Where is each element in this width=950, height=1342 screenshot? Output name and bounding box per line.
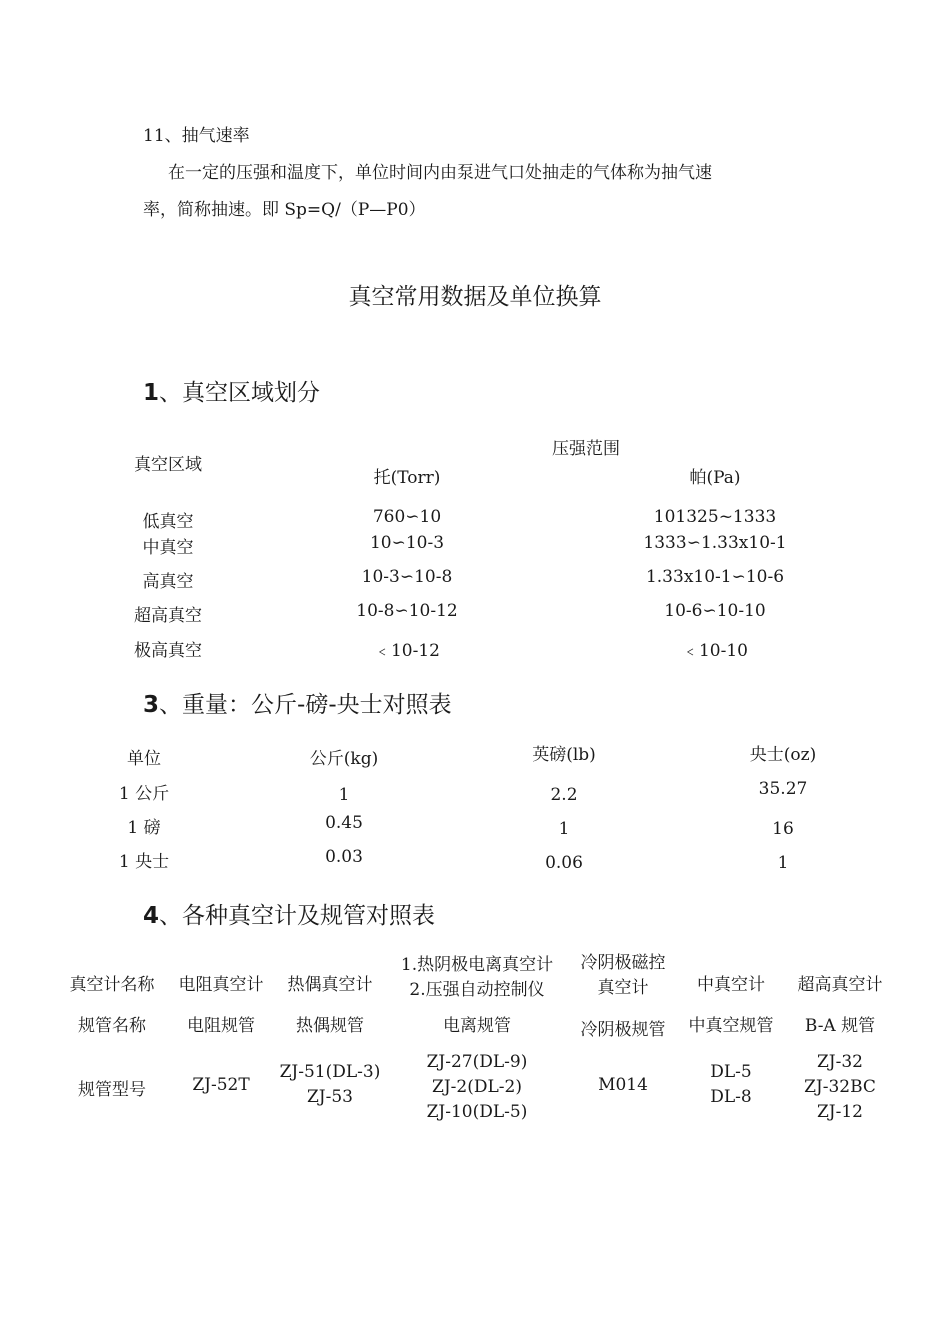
table-cell-unit: 1 央士 bbox=[118, 852, 170, 872]
table-cell: 超高真空计 bbox=[797, 975, 883, 995]
table-cell: 冷阴极规管 bbox=[580, 1020, 666, 1040]
table-cell-kg: 0.45 bbox=[325, 813, 363, 833]
col-header-pa: 帕(Pa) bbox=[689, 468, 741, 488]
row-label-gauge-name: 真空计名称 bbox=[69, 975, 155, 995]
table-cell-multiline bbox=[427, 1050, 528, 1125]
table-cell-lb: 0.06 bbox=[545, 853, 583, 873]
vacuum-section-number: 1 bbox=[143, 380, 160, 406]
table-cell: 电离规管 bbox=[443, 1016, 511, 1036]
page-title: 真空常用数据及单位换算 bbox=[348, 284, 602, 310]
cell-line: ZJ-27(DL-9) bbox=[426, 1052, 528, 1072]
gauge-section-title: 、各种真空计及规管对照表 bbox=[159, 903, 436, 929]
table-cell-pa: 1.33x10-1∽10-6 bbox=[645, 567, 785, 587]
section-11-paragraph-line1: 在一定的压强和温度下，单位时间内由泵进气口处抽走的气体称为抽气速 bbox=[168, 163, 712, 183]
table-cell: 热偶真空计 bbox=[287, 975, 373, 995]
cell-line: 2.压强自动控制仪 bbox=[409, 980, 545, 1000]
col-header-torr: 托(Torr) bbox=[373, 468, 441, 488]
table-cell-multiline bbox=[804, 1050, 876, 1125]
col-header-oz: 央士(oz) bbox=[749, 745, 817, 765]
table-cell: 电阻规管 bbox=[187, 1016, 255, 1036]
table-cell-pa: ﹤10-10 bbox=[681, 641, 749, 661]
table-cell-kg: 1 bbox=[338, 785, 350, 805]
table-cell-region: 超高真空 bbox=[134, 606, 202, 626]
section-11-paragraph-line2: 率，简称抽速。即 Sp=Q/（P—P0） bbox=[143, 200, 426, 220]
cell-line: ZJ-51(DL-3) bbox=[279, 1062, 381, 1082]
table-cell-region: 极高真空 bbox=[134, 641, 202, 661]
table-cell: ZJ-52T bbox=[192, 1075, 250, 1095]
row-label-tube-name: 规管名称 bbox=[78, 1016, 146, 1036]
table-cell: B-A 规管 bbox=[804, 1016, 876, 1036]
section-11-heading: 11、抽气速率 bbox=[143, 126, 250, 146]
table-cell-oz: 1 bbox=[777, 853, 789, 873]
col-header-unit: 单位 bbox=[127, 749, 161, 769]
cell-line: ZJ-2(DL-2) bbox=[432, 1077, 522, 1097]
table-cell-region: 中真空 bbox=[142, 538, 194, 558]
table-cell-multiline bbox=[710, 1060, 751, 1110]
table-cell-unit: 1 公斤 bbox=[118, 784, 170, 804]
table-cell-pa: 101325~1333 bbox=[653, 507, 777, 527]
weight-section-number: 3 bbox=[143, 692, 160, 718]
table-cell-multiline bbox=[401, 953, 553, 1003]
cell-line: 真空计 bbox=[597, 978, 649, 998]
table-cell-pa: 1333∽1.33x10-1 bbox=[643, 533, 787, 553]
table-cell: 热偶规管 bbox=[296, 1016, 364, 1036]
row-label-tube-model: 规管型号 bbox=[78, 1080, 146, 1100]
col-header-lb: 英磅(lb) bbox=[532, 745, 596, 765]
vacuum-section-title: 、真空区域划分 bbox=[159, 380, 321, 406]
table-cell-lb: 1 bbox=[558, 819, 570, 839]
cell-line: ZJ-53 bbox=[306, 1087, 353, 1107]
col-header-region: 真空区域 bbox=[134, 455, 202, 475]
vacuum-section-heading bbox=[143, 374, 320, 407]
table-cell-multiline bbox=[280, 1060, 381, 1110]
table-cell-region: 高真空 bbox=[142, 572, 194, 592]
cell-line: ZJ-32 bbox=[816, 1052, 864, 1072]
cell-line: 冷阴极磁控 bbox=[580, 953, 666, 973]
table-cell-lb: 2.2 bbox=[550, 785, 578, 805]
table-cell: M014 bbox=[598, 1075, 648, 1095]
table-cell-kg: 0.03 bbox=[325, 847, 363, 867]
cell-line: DL-8 bbox=[710, 1087, 752, 1107]
table-cell-pa: 10-6∽10-10 bbox=[664, 601, 766, 621]
gauge-section-heading bbox=[143, 897, 435, 930]
col-header-kg: 公斤(kg) bbox=[309, 749, 379, 769]
table-cell-torr: 760∽10 bbox=[372, 507, 442, 527]
cell-line: ZJ-32BC bbox=[804, 1077, 876, 1097]
table-cell-torr: 10-3∽10-8 bbox=[361, 567, 453, 587]
table-cell: 中真空规管 bbox=[688, 1016, 774, 1036]
gauge-section-number: 4 bbox=[143, 903, 160, 929]
table-cell-unit: 1 磅 bbox=[127, 818, 161, 838]
cell-line: ZJ-10(DL-5) bbox=[426, 1102, 528, 1122]
table-cell-oz: 35.27 bbox=[758, 779, 808, 799]
cell-line: 1.热阴极电离真空计 bbox=[400, 955, 554, 975]
weight-section-title: 、重量：公斤-磅-央士对照表 bbox=[159, 692, 452, 718]
table-cell-multiline bbox=[581, 951, 666, 1001]
table-cell-torr: 10-8∽10-12 bbox=[356, 601, 458, 621]
col-header-pressure: 压强范围 bbox=[552, 439, 620, 459]
table-cell-oz: 16 bbox=[772, 819, 794, 839]
cell-line: DL-5 bbox=[710, 1062, 752, 1082]
table-cell-torr: 10∽10-3 bbox=[369, 533, 445, 553]
weight-section-heading bbox=[143, 686, 452, 719]
table-cell-region: 低真空 bbox=[142, 512, 194, 532]
cell-line: ZJ-12 bbox=[816, 1102, 864, 1122]
table-cell: 中真空计 bbox=[697, 975, 765, 995]
table-cell-torr: ﹤10-12 bbox=[373, 641, 441, 661]
table-cell: 电阻真空计 bbox=[178, 975, 264, 995]
